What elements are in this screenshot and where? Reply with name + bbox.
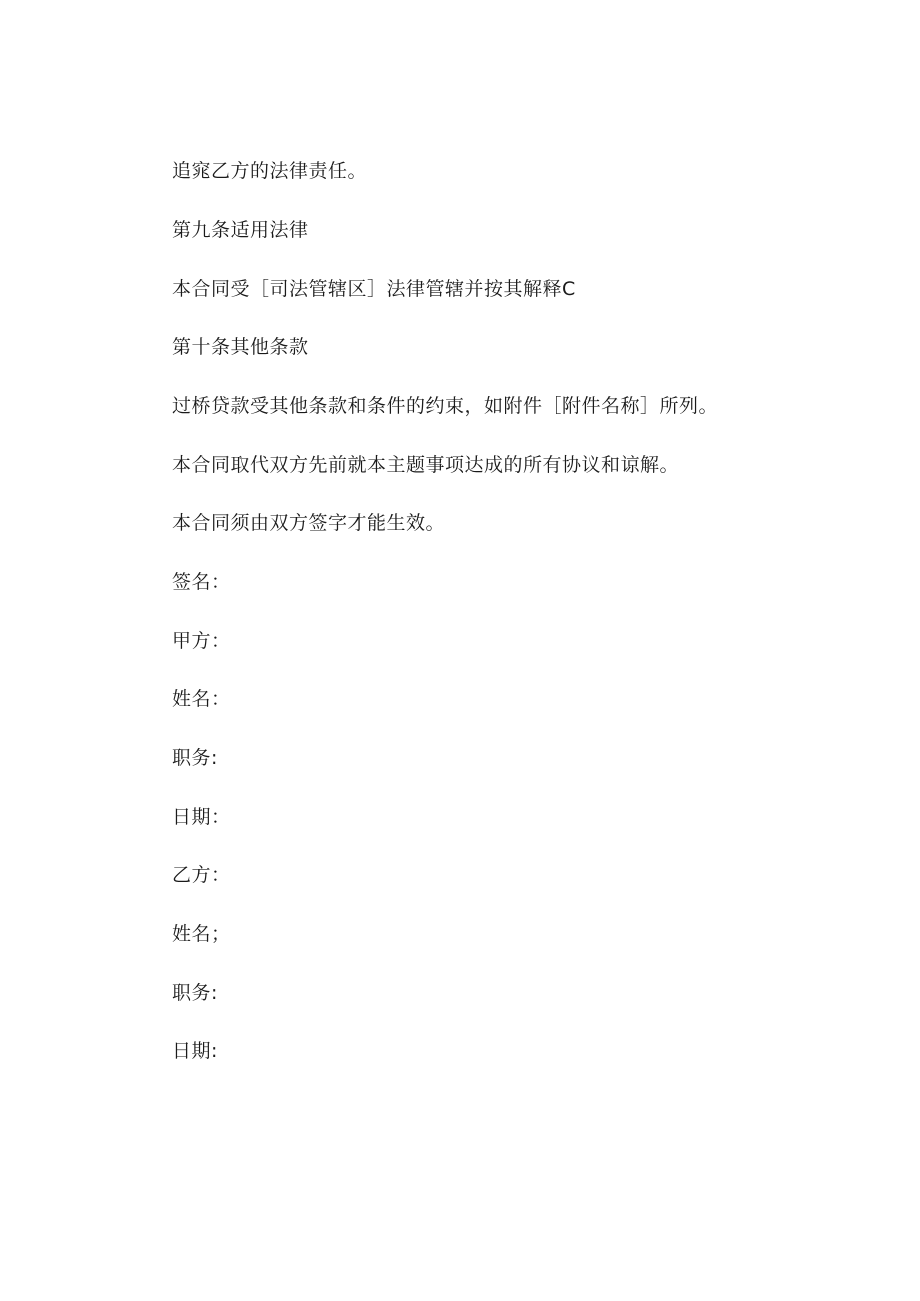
party-b-name-label: 姓名； <box>172 923 231 945</box>
party-a-date-label: 日期： <box>172 806 231 828</box>
party-b-label: 乙方： <box>172 864 231 886</box>
signature-label: 签名： <box>172 571 231 593</box>
article-10-heading: 第十条其他条款 <box>172 336 309 358</box>
liability-clause-tail: 追窕乙方的法律责任。 <box>172 160 368 182</box>
party-a-label: 甲方： <box>172 630 231 652</box>
party-b-title-label: 职务: <box>172 982 218 1004</box>
effectiveness-text: 本合同须由双方签字才能生效。 <box>172 512 446 534</box>
party-b-date-label: 日期: <box>172 1040 218 1062</box>
article-9-heading: 第九条适用法律 <box>172 219 309 241</box>
entire-agreement-text: 本合同取代双方先前就本主题事项达成的所有协议和谅解。 <box>172 454 680 476</box>
party-a-title-label: 职务: <box>172 747 218 769</box>
governing-law-text: 本合同受［司法管辖区］法律管辖并按其解释C <box>172 278 576 300</box>
party-a-name-label: 姓名： <box>172 688 231 710</box>
other-terms-text: 过桥贷款受其他条款和条件的约束，如附件［附件名称］所列。 <box>172 395 719 417</box>
